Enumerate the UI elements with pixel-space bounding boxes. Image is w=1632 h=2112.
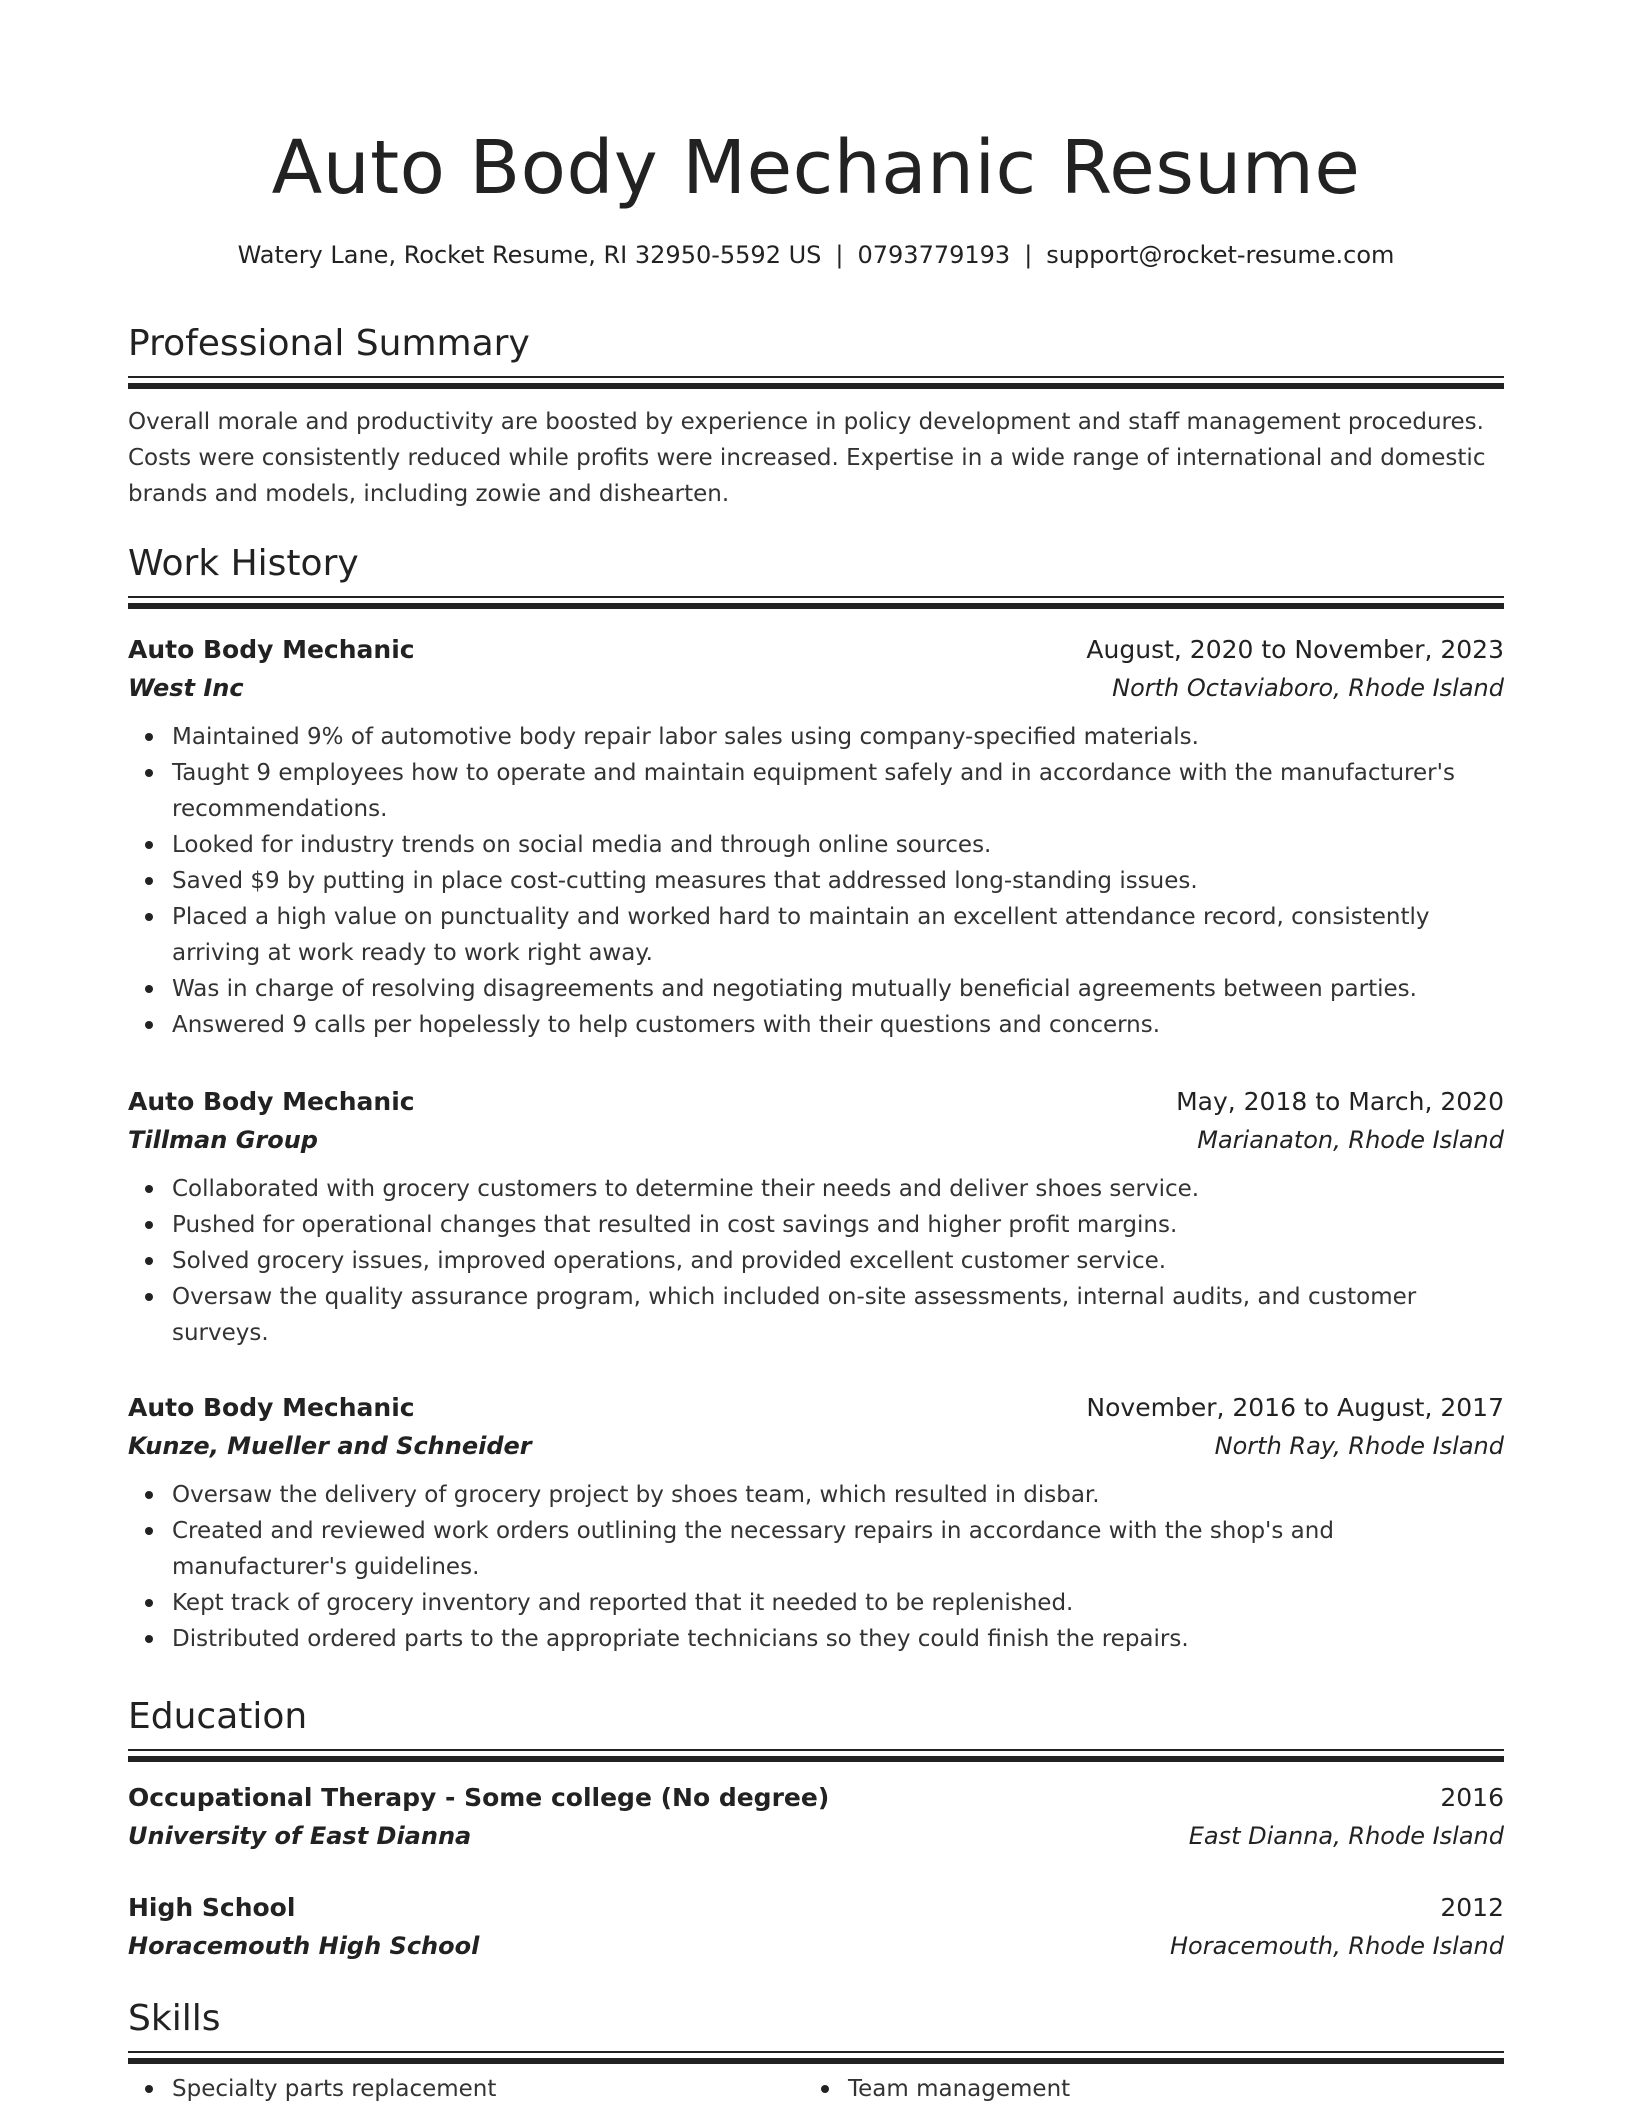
list-item: Solved grocery issues, improved operations, and provided excellent customer service.: [172, 1243, 1504, 1279]
section-heading: Professional Summary: [128, 323, 530, 364]
contact-phone: 0793779193: [857, 241, 1011, 269]
list-item: Taught 9 employees how to operate and maintain equipment safely and in accordance with the manufacturer's recommendations.: [172, 755, 1504, 827]
list-item: Answered 9 calls per hopelessly to help customers with their questions and concerns.: [172, 1007, 1504, 1043]
company-name: West Inc: [128, 674, 244, 702]
education-entry: [128, 1889, 1504, 1965]
company-name: Tillman Group: [128, 1126, 318, 1154]
contact-email: support@rocket-resume.com: [1046, 241, 1395, 269]
list-item: Maintained 9% of automotive body repair labor sales using company-specified materials.: [172, 719, 1504, 755]
education-section: [128, 1693, 1504, 1763]
company-name: Kunze, Mueller and Schneider: [128, 1432, 532, 1460]
list-item: Placed a high value on punctuality and worked hard to maintain an excellent attendance record, consistently arriving at work ready to work right away.: [172, 899, 1504, 971]
job-bullets: [128, 719, 1504, 1043]
work-history-section: [128, 540, 1504, 610]
school-location: Horacemouth, Rhode Island: [1169, 1932, 1504, 1960]
list-item: Oversaw the quality assurance program, which included on-site assessments, internal audits, and customer surveys.: [172, 1279, 1504, 1351]
section-divider: [128, 1749, 1504, 1763]
list-item: Distributed ordered parts to the appropriate technicians so they could finish the repairs.: [172, 1621, 1504, 1657]
skills-section: [128, 1995, 1504, 2107]
graduation-year: 2012: [1440, 1893, 1504, 1922]
contact-separator: |: [1024, 241, 1033, 269]
job-bullets: [128, 1171, 1504, 1351]
job-title: Auto Body Mechanic: [128, 1087, 415, 1116]
section-heading: Education: [128, 1696, 308, 1737]
skills-columns: [128, 2071, 1504, 2107]
job-dates: November, 2016 to August, 2017: [1086, 1393, 1504, 1422]
education-entry: [128, 1779, 1504, 1855]
contact-separator: |: [835, 241, 844, 269]
job-dates: August, 2020 to November, 2023: [1086, 635, 1504, 664]
contact-address: Watery Lane, Rocket Resume, RI 32950-5592 US: [237, 241, 822, 269]
job-dates: May, 2018 to March, 2020: [1176, 1087, 1504, 1116]
section-divider: [128, 2051, 1504, 2065]
list-item: Was in charge of resolving disagreements and negotiating mutually beneficial agreements between parties.: [172, 971, 1504, 1007]
school-name: Horacemouth High School: [128, 1932, 480, 1960]
school-name: University of East Dianna: [128, 1822, 472, 1850]
job-bullets: [128, 1477, 1504, 1657]
job-location: Marianaton, Rhode Island: [1197, 1126, 1504, 1154]
skill-item: Team management: [848, 2071, 1468, 2107]
list-item: Oversaw the delivery of grocery project by shoes team, which resulted in disbar.: [172, 1477, 1504, 1513]
skill-item: Specialty parts replacement: [172, 2071, 804, 2107]
section-heading: Skills: [128, 1998, 221, 2039]
list-item: Saved $9 by putting in place cost-cutting measures that addressed long-standing issues.: [172, 863, 1504, 899]
job-entry: [128, 1389, 1504, 1657]
section-divider: [128, 376, 1504, 390]
summary-text: Overall morale and productivity are boosted by experience in policy development and staff management procedures. Costs were consistently reduced while profits were increased. Expertise in a wide range of international and domestic brands and models, including zowie and dishearten.: [128, 409, 1486, 507]
list-item: Looked for industry trends on social media and through online sources.: [172, 827, 1504, 863]
degree-name: High School: [128, 1893, 296, 1922]
job-location: North Ray, Rhode Island: [1214, 1432, 1504, 1460]
section-divider: [128, 596, 1504, 610]
skills-list-right: [804, 2071, 1468, 2107]
resume-title: Auto Body Mechanic Resume: [271, 125, 1361, 211]
summary-section: [128, 320, 1504, 512]
job-location: North Octaviaboro, Rhode Island: [1112, 674, 1504, 702]
list-item: Created and reviewed work orders outlining the necessary repairs in accordance with the shop's and manufacturer's guidelines.: [172, 1513, 1504, 1585]
list-item: Kept track of grocery inventory and reported that it needed to be replenished.: [172, 1585, 1504, 1621]
skills-list-left: [128, 2071, 804, 2107]
list-item: Collaborated with grocery customers to determine their needs and deliver shoes service.: [172, 1171, 1504, 1207]
job-entry: [128, 1083, 1504, 1351]
section-heading: Work History: [128, 543, 359, 584]
list-item: Pushed for operational changes that resulted in cost savings and higher profit margins.: [172, 1207, 1504, 1243]
job-title: Auto Body Mechanic: [128, 635, 415, 664]
degree-name: Occupational Therapy - Some college (No degree): [128, 1783, 830, 1812]
job-entry: [128, 631, 1504, 1043]
job-title: Auto Body Mechanic: [128, 1393, 415, 1422]
graduation-year: 2016: [1440, 1783, 1504, 1812]
contact-line: [128, 238, 1504, 272]
school-location: East Dianna, Rhode Island: [1188, 1822, 1504, 1850]
